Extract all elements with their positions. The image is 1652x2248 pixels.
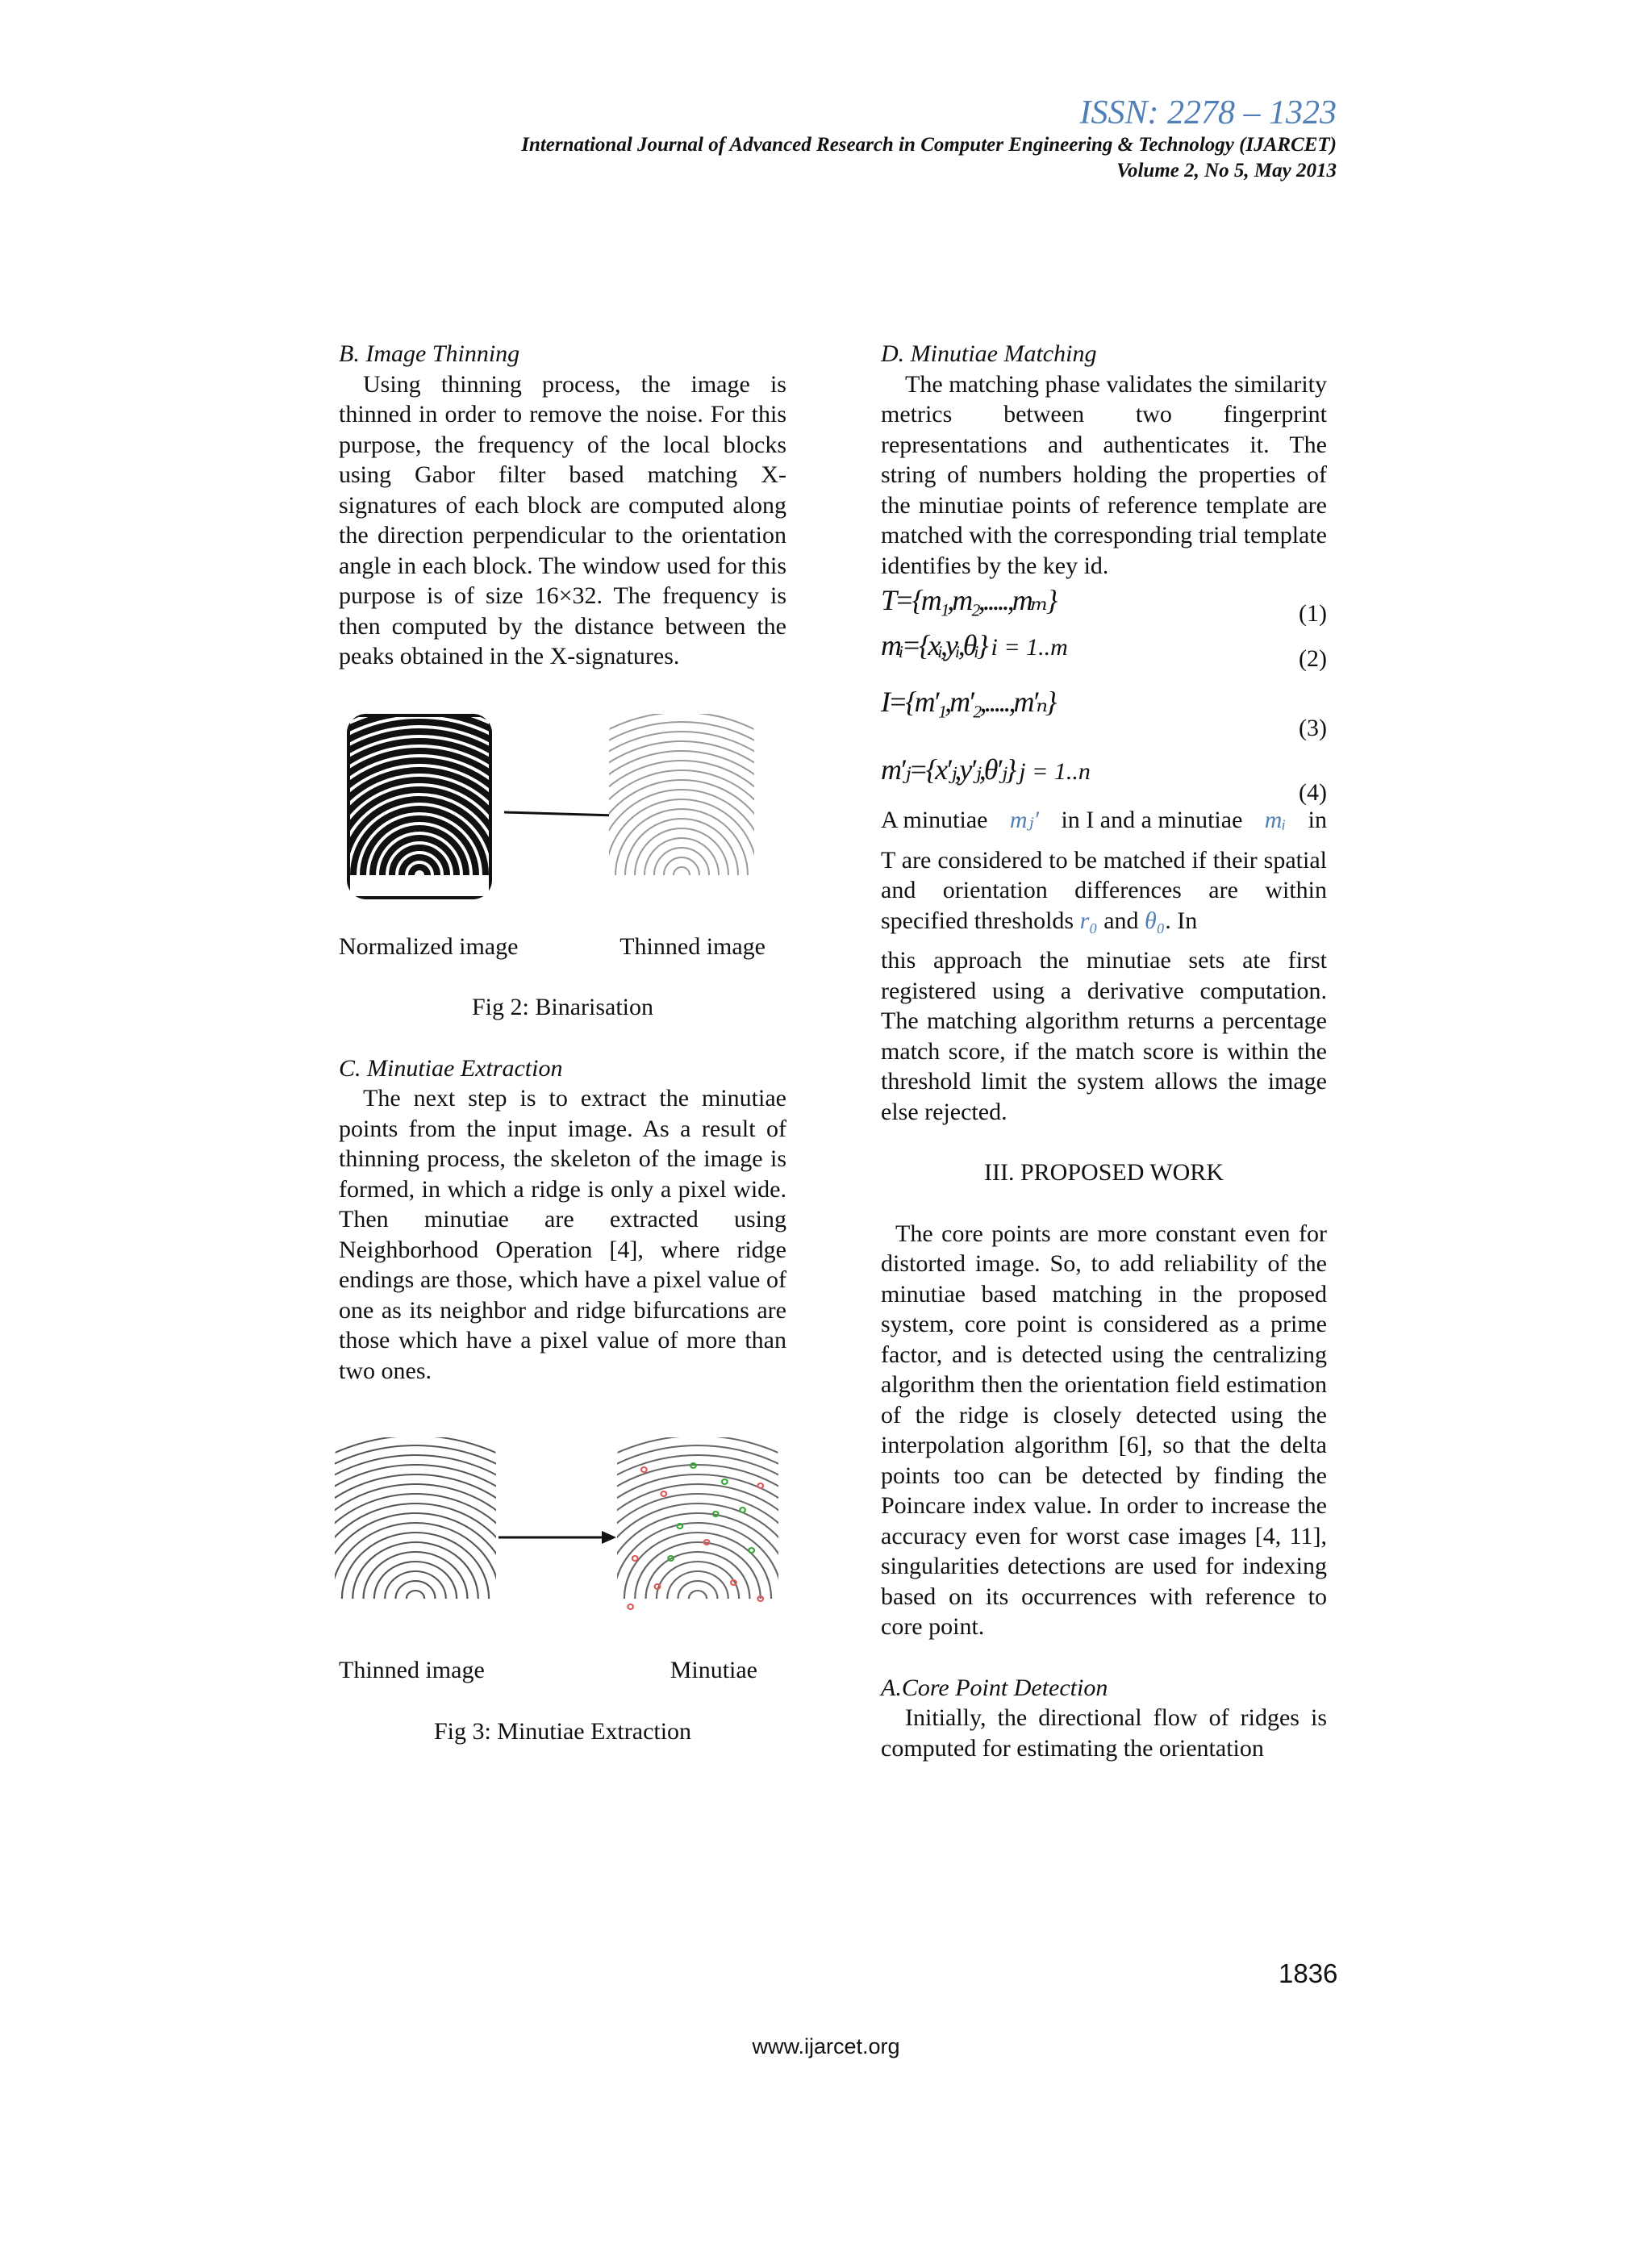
footer-url: www.ijarcet.org xyxy=(752,2034,900,2058)
arrow-icon-2 xyxy=(499,1526,620,1550)
symbol-r0: r₀ xyxy=(1079,907,1098,934)
symbol-mj-prime: mⱼ′ xyxy=(1009,807,1040,833)
left-column xyxy=(339,339,786,1746)
fig2-label-normalized: Normalized image xyxy=(339,932,519,960)
page-number: 1836 xyxy=(1279,1958,1338,1988)
journal-volume: Volume 2, No 5, May 2013 xyxy=(1116,160,1337,181)
fig3-label-thinned: Thinned image xyxy=(339,1657,485,1683)
match-text-body: T are considered to be matched if their spatial and orientation differences are within specified thresholds xyxy=(881,846,1327,934)
right-column xyxy=(881,339,1327,1763)
minutiae-b-text: in I and a minutiae xyxy=(1061,807,1243,833)
minutiae-sentence-line xyxy=(881,805,1327,836)
match-text xyxy=(881,845,1327,936)
equation-2-number: (2) xyxy=(1299,645,1327,672)
section-b-title: B. Image Thinning xyxy=(339,340,520,367)
issn: ISSN: 2278 – 1323 xyxy=(1079,94,1337,131)
figure-3-labels xyxy=(339,1655,786,1686)
fig2-label-thinned: Thinned image xyxy=(620,932,766,960)
figure-2-caption: Fig 2: Binarisation xyxy=(472,994,653,1020)
minutiae-a-text: A minutiae xyxy=(881,807,988,833)
equation-1-expr: T={m₁,m₂,.....,mₘ} xyxy=(881,584,1056,616)
equation-2-expr xyxy=(881,631,1068,663)
section-a-title: A.Core Point Detection xyxy=(881,1674,1108,1701)
in-word: . In xyxy=(1165,907,1198,934)
minutiae-c-text: in xyxy=(1308,807,1327,833)
approach-text: this approach the minutiae sets ate first registered using a derivative computation. The matching algorithm returns a percentage match score, if the match score is within the threshold limit the system allows the image else rejected. xyxy=(881,947,1327,1125)
figure-2-labels xyxy=(339,932,786,962)
equation-3 xyxy=(881,676,1327,755)
normalized-fingerprint-image xyxy=(347,714,492,899)
section-a-text: Initially, the directional flow of ridges is computed for estimating the orientation xyxy=(881,1704,1327,1762)
thinned-fingerprint-image xyxy=(609,714,754,899)
section-d-title: D. Minutiae Matching xyxy=(881,340,1097,367)
equation-4-number: (4) xyxy=(1299,779,1327,806)
minutiae-fingerprint-image xyxy=(617,1437,778,1623)
figure-3 xyxy=(339,1437,786,1631)
equation-1 xyxy=(881,586,1327,631)
thinned-fingerprint-image-2 xyxy=(335,1437,496,1623)
equation-4-main: m′ⱼ={x′ⱼ,y′ⱼ,θ′ⱼ} xyxy=(881,753,1015,786)
section-3-title: III. PROPOSED WORK xyxy=(984,1159,1224,1186)
section-c-text: The next step is to extract the minutiae points from the input image. As a result of thinning process, the skeleton of the image is formed, in which a ridge is only a pixel wide. Then minutiae are extracted using Neighborhood Operation [4], where ridge endings are those, which have a pixel value of one as its neighbor and ridge bifurcations are those which have a pixel value of more than two ones. xyxy=(339,1085,786,1384)
figure-3-caption: Fig 3: Minutiae Extraction xyxy=(433,1717,692,1745)
equation-2 xyxy=(881,631,1327,676)
equation-2-index: i = 1..m xyxy=(991,634,1068,661)
equation-3-expr: I={m′₁,m′₂,.....,m′ₙ} xyxy=(881,686,1055,718)
section-b-text: Using thinning process, the image is thinned in order to remove the noise. For this purpose, the frequency of the local blocks using Gabor filter based matching X-signatures of each block are computed along the direction perpendicular to the orientation angle in each block. The window used for this purpose is of size 16×32. The frequency is then computed by the distance between the peaks obtained in the X-signatures. xyxy=(339,370,786,669)
equation-4-expr xyxy=(881,755,1091,787)
figure-2 xyxy=(339,714,786,915)
section-c-title: C. Minutiae Extraction xyxy=(339,1054,563,1082)
equation-4-index: j = 1..n xyxy=(1019,758,1091,785)
equation-4 xyxy=(881,755,1327,805)
fig3-label-minutiae: Minutiae xyxy=(670,1657,757,1683)
section-d-text: The matching phase validates the similarity metrics between two fingerprint representations and authenticates it. The string of numbers holding the properties of the minutiae points of reference template are matched with the corresponding trial template identifies by the key id. xyxy=(881,370,1327,579)
equation-2-main: mᵢ={xᵢ,yᵢ,θᵢ} xyxy=(881,629,987,661)
equation-1-number: (1) xyxy=(1299,600,1327,627)
journal-title: International Journal of Advanced Research in Computer Engineering & Technology (IJARCET) xyxy=(521,134,1337,156)
and-word: and xyxy=(1103,907,1139,934)
equation-3-number: (3) xyxy=(1299,715,1327,741)
section-3-text: The core points are more constant even for distorted image. So, to add reliability of the minutiae based matching in the proposed system, core point is considered as a prime factor, and is detected using the centralizing algorithm then the orientation field estimation of the ridge is closely detected using the interpolation algorithm [6], so that the delta points too can be detected by finding the Poincare index value. In order to increase the accuracy even for worst case images [4, 11], singularities detections are used for indexing based on its occurrences with reference to core point. xyxy=(881,1220,1327,1640)
symbol-theta0: θ₀ xyxy=(1145,907,1166,934)
symbol-mi: mᵢ xyxy=(1264,807,1287,833)
